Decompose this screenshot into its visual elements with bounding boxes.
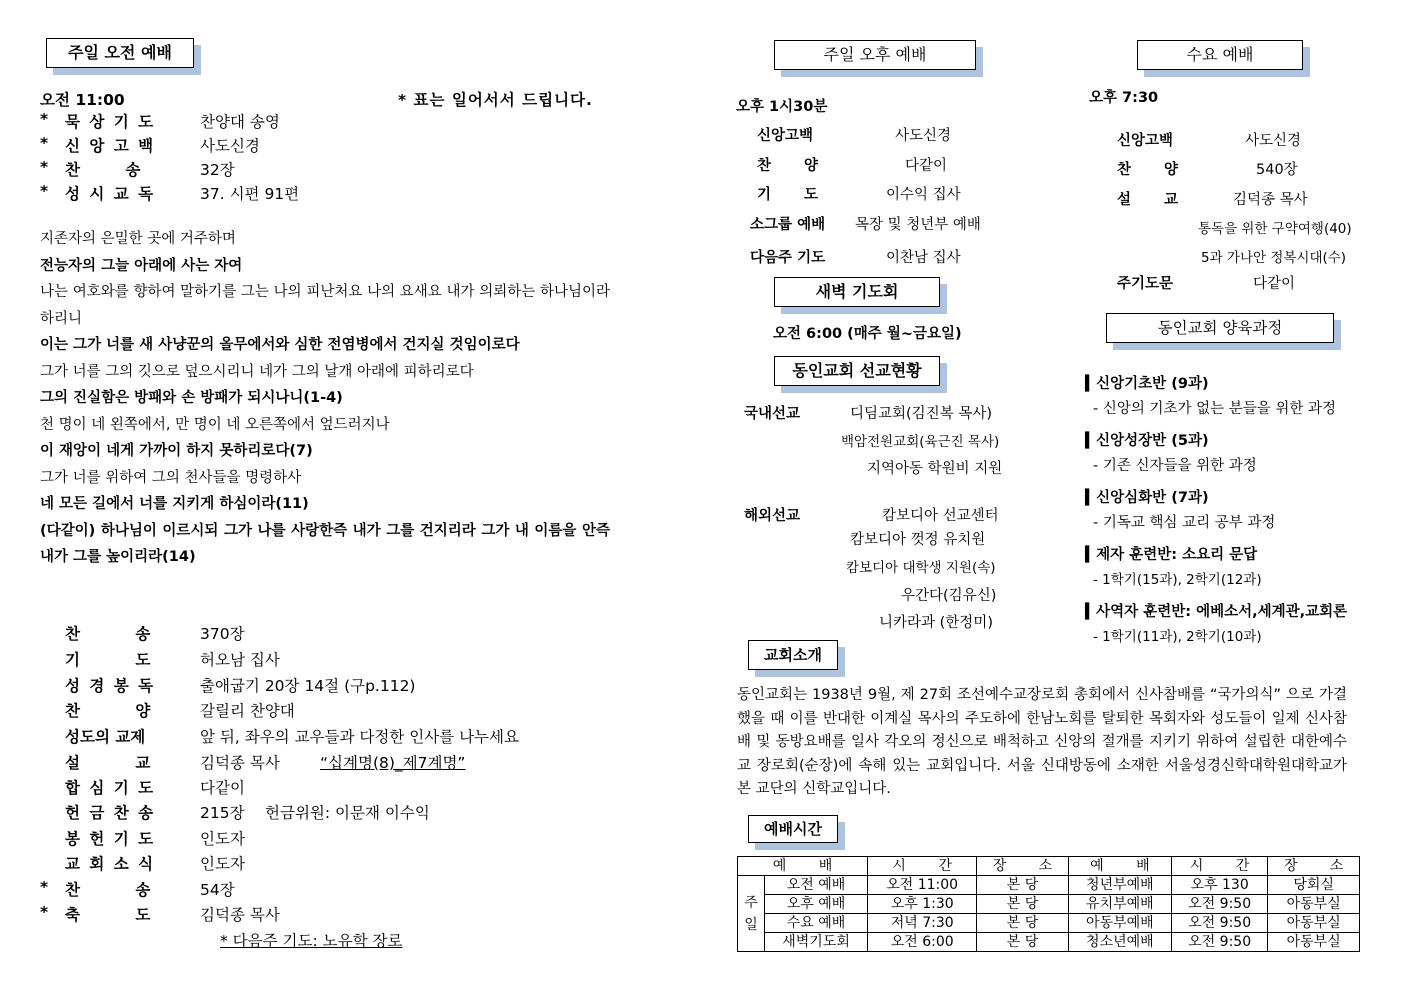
course-name-text: 제자 훈련반: 소요리 문답 [1096,547,1258,563]
reading-line: 천 명이 네 왼쪽에서, 만 명이 네 오른쪽에서 엎드러지나 [40,416,390,433]
reading-line: 전능자의 그늘 아래에 사는 자여 [40,257,243,274]
mission-item: 니카라과 (한정미) [879,615,993,631]
table-row [738,933,1360,952]
table-cell: 아동부실 [1268,933,1360,952]
reading-line: (다같이) 하나님이 이르시되 그가 나를 사랑한즉 내가 그를 건지리라 그가 내 이름을 안즉 내가 그를 높이리라(14) [40,522,610,565]
order-value: 갈릴리 찬양대 [200,702,295,720]
course-name: ▍사역자 훈련반: 에베소서,세계관,교회론 [1085,604,1348,620]
intro-text: 동인교회는 1938년 9월, 제 27회 조선예수교장로회 총회에서 신사참배를 “국가의식” 으로 가결했을 때 이를 반대한 이계실 목사의 주도하에 한남노회를 탈퇴한 목회자와 성도들이 일제 신사참배 및 동방요배를 일사 각오의 정신으로 배척하고 신앙의 절개를 지키기 위하여 설립한 대한예수교 장로회(순장)에 속해 있는 교회입니다. 서울 신대방동에 소재한 서울성경신학대학원대학교가 본 교단의 신학교입니다. [737,687,1347,797]
next-week-prayer: * 다음주 기도: 노유학 장로 [220,932,403,950]
table-cell: 저녁 7:30 [868,914,977,933]
dawn-prayer-title: 새벽 기도회 [774,277,940,307]
table-cell: 오전 9:50 [1171,933,1267,952]
mission-item: 캄보디아 선교센터 [882,508,999,524]
course-name: ▍제자 훈련반: 소요리 문답 [1085,547,1258,563]
table-cell: 본 당 [977,876,1069,895]
table-cell: 수요 예배 [765,914,868,933]
order-label: 설 교 [65,754,151,772]
course-name-text: 신앙심화반 (7과) [1096,490,1209,506]
reading-line: 지존자의 은밀한 곳에 거주하며 [40,231,236,247]
order-value: 다같이 [905,158,948,174]
standing-note: * 표는 일어서서 드립니다. [398,91,593,109]
course-name-text: 신앙성장반 (5과) [1096,433,1209,449]
table-cell: 오후 1:30 [868,895,977,914]
course-name: ▍신앙성장반 (5과) [1085,433,1209,449]
table-row [738,876,1360,895]
table-row [738,895,1360,914]
table-cell: 본 당 [977,914,1069,933]
course-name-text: 사역자 훈련반: 에베소서,세계관,교회론 [1096,604,1348,620]
table-cell: 오후 예배 [765,895,868,914]
order-value: 출애굽기 20장 14절 (구p.112) [200,677,416,695]
mission-item: 우간다(김유신) [901,588,997,604]
order-value: 이수익 집사 [886,187,961,203]
mission-item: 캄보디아 껏정 유치원 [850,532,986,548]
table-cell: 오전 9:50 [1171,895,1267,914]
order-value: 370장 [200,625,245,643]
order-value: 목장 및 청년부 예배 [855,217,981,233]
table-cell: 아동부예배 [1068,914,1171,933]
order-label: 신 앙 고 백 [65,137,156,155]
mission-item: 캄보디아 대학생 지원(속) [846,560,996,576]
order-value: 허오남 집사 [200,651,280,669]
morning-service-title: 주일 오전 예배 [46,38,194,68]
order-value: 37. 시편 91편 [200,185,300,203]
order-value: 215장 [200,804,245,822]
table-cell: 청년부예배 [1068,876,1171,895]
schedule-table [737,856,1360,952]
header-cell: 예 배 [1068,857,1171,876]
table-cell: 아동부실 [1268,895,1360,914]
domestic-mission-label: 국내선교 [744,406,801,422]
course-name-text: 신앙기초반 (9과) [1096,376,1209,392]
header-cell: 시 간 [868,857,977,876]
order-label: 봉 헌 기 도 [65,830,156,848]
order-value: 사도신경 [895,128,952,144]
order-value: 인도자 [200,830,245,848]
order-value: 찬양대 송영 [200,113,280,131]
dawn-prayer-time: 오전 6:00 (매주 월~금요일) [773,326,962,342]
standing-mark: * [40,134,49,152]
order-value: 이찬남 집사 [886,250,961,266]
wednesday-service-title: 수요 예배 [1137,40,1303,70]
order-label: 다음주 기도 [750,250,826,266]
order-label: 합 심 기 도 [65,779,156,797]
reading-line: 그가 너를 그의 깃으로 덮으시리니 네가 그의 날개 아래에 피하리로다 [40,363,474,380]
overseas-mission-label: 해외선교 [744,508,801,524]
table-cell: 청소년예배 [1068,933,1171,952]
table-cell: 오후 130 [1171,876,1267,895]
table-cell: 오전 9:50 [1171,914,1267,933]
order-label: 기 도 [65,651,151,669]
table-header-row [738,857,1360,876]
reading-line: 나는 여호와를 향하여 말하기를 그는 나의 피난처요 나의 요새요 내가 의뢰하는 하나님이라 하리니 [40,284,610,327]
reading-line: 그가 너를 위하여 그의 천사들을 명령하사 [40,469,302,486]
reading-line: 그의 진실함은 방패와 손 방패가 되시나니(1-4) [40,390,343,406]
table-cell: 본 당 [977,933,1069,952]
standing-mark: * [40,158,49,176]
header-cell: 장 소 [1268,857,1360,876]
reading-line: 이는 그가 너를 새 사냥꾼의 올무에서와 심한 전염병에서 건지실 것임이로다 [40,337,520,353]
order-label: 찬 송 [65,881,151,899]
table-row [738,914,1360,933]
order-value: 인도자 [200,855,245,873]
order-label: 성 시 교 독 [65,185,156,203]
mission-item: 지역아동 학원비 지원 [867,461,1003,477]
afternoon-service-title: 주일 오후 예배 [774,40,976,70]
order-value: 54장 [200,881,235,899]
order-label: 소그룹 예배 [750,217,826,233]
header-cell: 장 소 [977,857,1069,876]
header-cell: 시 간 [1171,857,1267,876]
table-cell: 유치부예배 [1068,895,1171,914]
order-value: 사도신경 [200,137,260,155]
order-value: 다같이 [1253,276,1296,292]
header-cell: 예 배 [738,857,868,876]
order-value: 32장 [200,161,235,179]
mission-item: 디딤교회(김진복 목사) [850,406,992,422]
sermon-lesson: 5과 가나안 정복시대(수) [1201,250,1347,266]
order-value: 다같이 [200,779,245,797]
order-value: 540장 [1256,162,1298,178]
order-label: 교 회 소 식 [65,855,156,873]
sunday-group-cell: 주일 [738,876,765,952]
course-desc: - 기독교 핵심 교리 공부 과정 [1093,515,1276,531]
order-label: 찬 송 [65,625,151,643]
order-label: 주기도문 [1117,276,1174,292]
table-cell: 오전 예배 [765,876,868,895]
course-desc: - 기존 신자들을 위한 과정 [1093,458,1257,474]
order-value: 김덕종 목사 [1233,192,1308,208]
course-desc: - 1학기(11과), 2학기(10과) [1093,629,1262,645]
intro-title: 교회소개 [748,640,838,670]
sermon-series: 통독을 위한 구약여행(40) [1198,221,1352,237]
order-label: 묵 상 기 도 [65,113,156,131]
course-desc: - 신앙의 기초가 없는 분들을 위한 과정 [1093,401,1336,417]
table-cell: 새벽기도회 [765,933,868,952]
order-value: 김덕종 목사 [200,906,280,924]
order-value: 앞 뒤, 좌우의 교우들과 다정한 인사를 나누세요 [200,728,519,746]
reading-line: 이 재앙이 네게 가까이 하지 못하리로다(7) [40,443,313,459]
order-label: 찬 양 [1117,162,1179,178]
order-value: 사도신경 [1245,133,1302,149]
order-label: 신앙고백 [1117,133,1174,149]
mission-item: 백암전원교회(육근진 목사) [841,434,1000,450]
order-label: 찬 송 [65,161,141,179]
order-label: 헌 금 찬 송 [65,804,156,822]
standing-mark: * [40,878,49,896]
morning-time: 오전 11:00 [40,91,125,109]
mission-title: 동인교회 선교현황 [774,356,940,386]
standing-mark: * [40,903,49,921]
table-cell: 오전 6:00 [868,933,977,952]
table-cell: 아동부실 [1268,914,1360,933]
afternoon-time: 오후 1시30분 [736,99,828,115]
course-name: ▍신앙기초반 (9과) [1085,376,1209,392]
order-value: 김덕종 목사 [200,754,280,772]
table-cell: 본 당 [977,895,1069,914]
course-name: ▍신앙심화반 (7과) [1085,490,1209,506]
order-label: 성도의 교제 [65,728,146,746]
wednesday-time: 오후 7:30 [1089,90,1159,106]
order-label: 설 교 [1117,192,1179,208]
order-label: 기 도 [757,187,819,203]
schedule-title: 예배시간 [748,815,838,843]
table-cell: 당회실 [1268,876,1360,895]
order-label: 찬 양 [65,702,151,720]
offering-team: 헌금위원: 이문재 이수익 [265,804,430,822]
order-label: 신앙고백 [757,128,814,144]
table-cell: 오전 11:00 [868,876,977,895]
education-title: 동인교회 양육과정 [1106,313,1334,343]
responsive-reading [40,226,610,571]
order-label: 찬 양 [757,158,819,174]
order-label: 성 경 봉 독 [65,677,156,695]
sermon-title: “십계명(8)_제7계명” [320,754,466,772]
reading-line: 네 모든 길에서 너를 지키게 하심이라(11) [40,496,309,512]
standing-mark: * [40,182,49,200]
course-desc: - 1학기(15과), 2학기(12과) [1093,572,1262,588]
standing-mark: * [40,110,49,128]
order-label: 축 도 [65,906,151,924]
